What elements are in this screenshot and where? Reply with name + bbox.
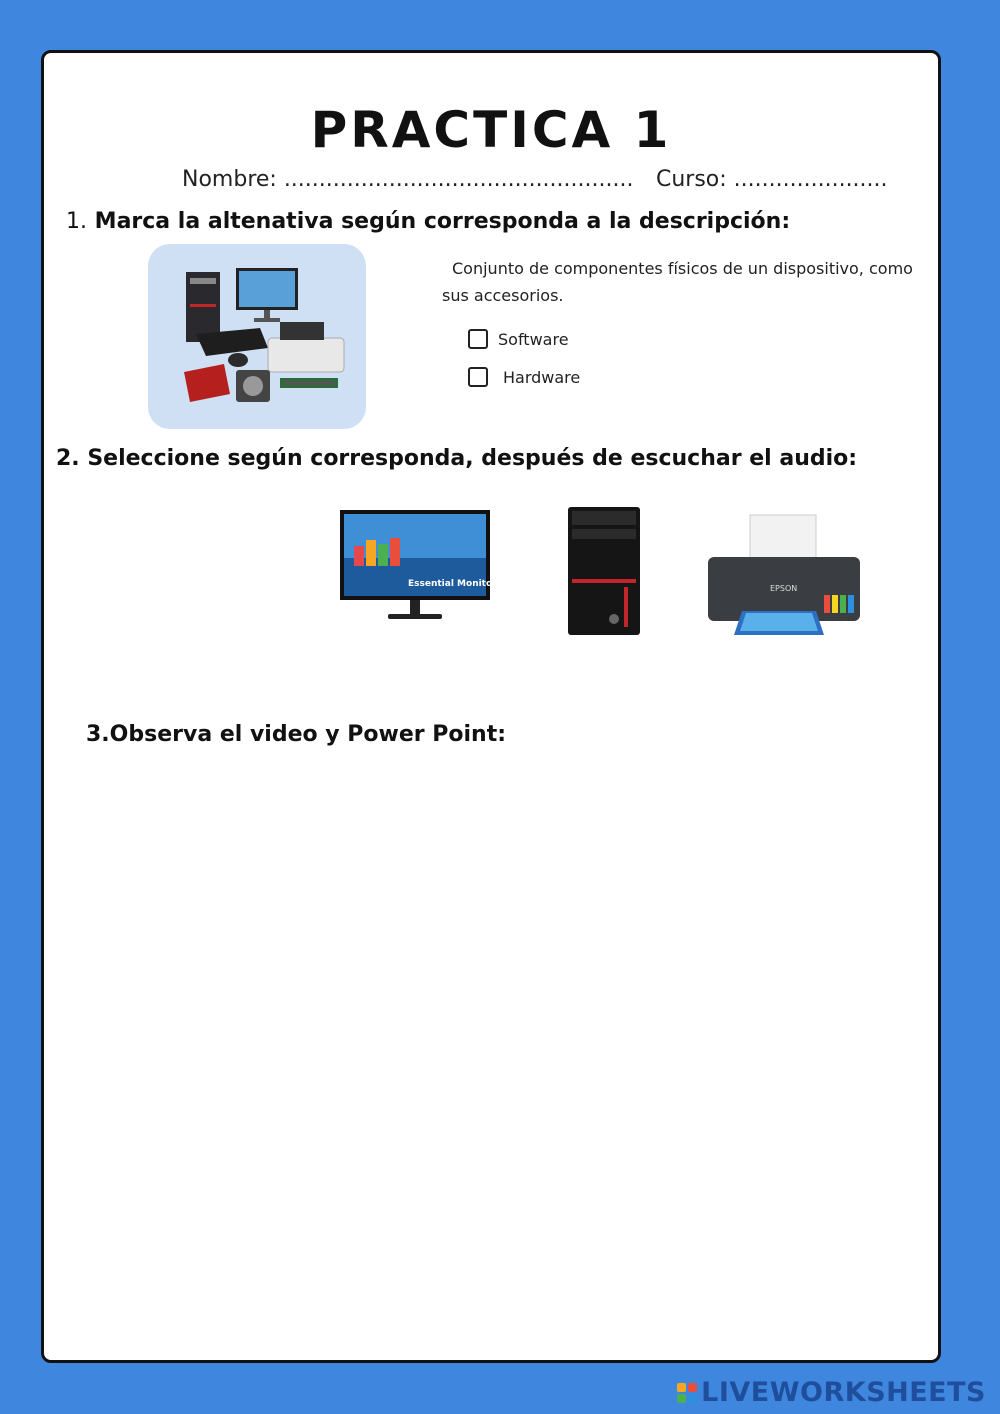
question-1-description: Conjunto de componentes físicos de un dispositivo, como sus accesorios.	[442, 259, 913, 305]
page-title: PRACTICA 1	[310, 101, 672, 159]
question-1-text: Marca la altenativa según corresponda a la descripción:	[94, 209, 791, 234]
software-checkbox[interactable]	[468, 329, 488, 349]
curso-field[interactable]: Curso: ......................	[656, 167, 888, 192]
monitor-caption: Essential Monitor	[408, 579, 490, 589]
liveworksheets-logo	[677, 1377, 986, 1408]
monitor-image[interactable]	[340, 508, 490, 622]
printer-image[interactable]	[706, 499, 866, 649]
question-2-text: 2. Seleccione según corresponda, después de escuchar el audio:	[56, 446, 858, 471]
option-software[interactable]	[468, 329, 569, 349]
question-1-number: 1.	[66, 209, 87, 234]
hardware-checkbox[interactable]	[468, 367, 488, 387]
nombre-field[interactable]: Nombre: ..................................................	[182, 167, 634, 192]
option-software-label: Software	[498, 329, 569, 349]
question-3-text: 3.Observa el video y Power Point:	[86, 722, 507, 747]
cpu-tower-image[interactable]	[564, 505, 644, 637]
brand-text: LIVEWORKSHEETS	[701, 1377, 986, 1408]
printer-brand-text: EPSON	[770, 584, 798, 593]
option-hardware[interactable]	[468, 367, 580, 387]
hardware-collage-image	[148, 244, 366, 429]
liveworksheets-icon	[677, 1383, 697, 1403]
question-1	[66, 209, 790, 234]
option-hardware-label: Hardware	[503, 367, 581, 387]
worksheet-page	[41, 50, 941, 1363]
